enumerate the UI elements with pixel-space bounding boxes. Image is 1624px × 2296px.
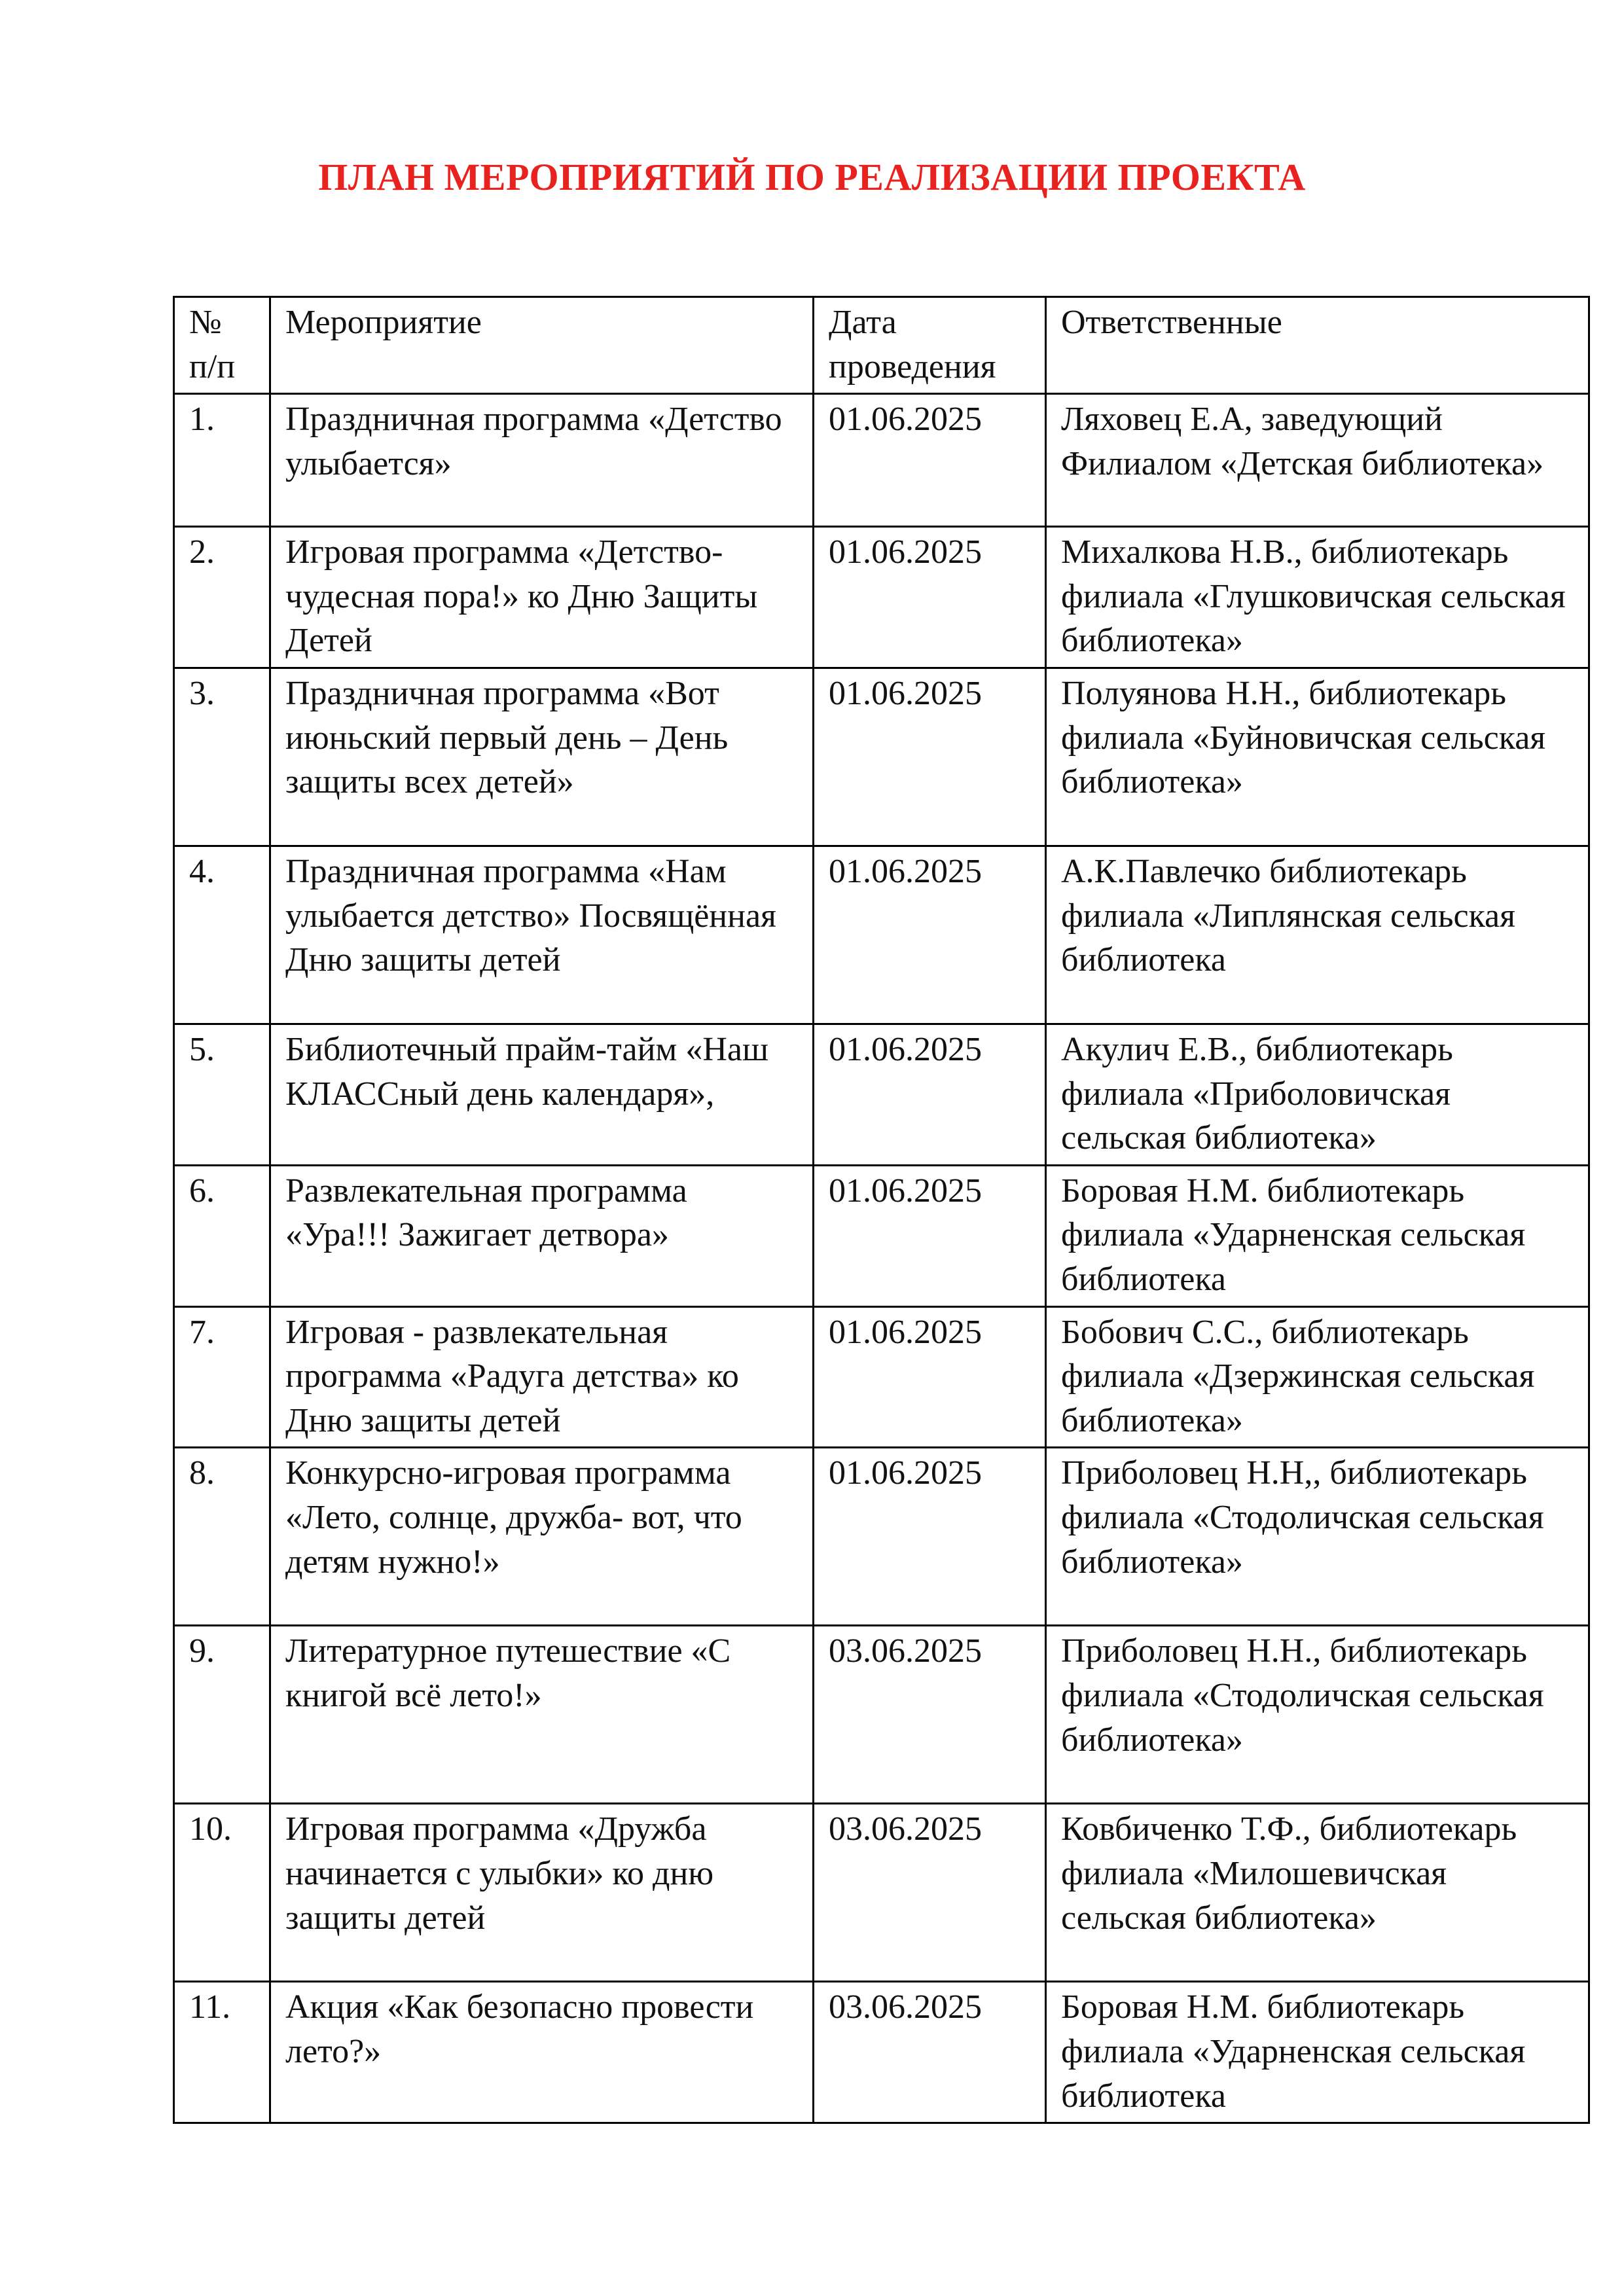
- row-date: 03.06.2025: [814, 1982, 1046, 2123]
- row-date: 01.06.2025: [814, 1448, 1046, 1626]
- row-event: Праздничная программа «Детство улыбается»: [270, 394, 814, 527]
- row-num: 7.: [174, 1306, 270, 1448]
- row-date: 01.06.2025: [814, 1165, 1046, 1306]
- row-date: 01.06.2025: [814, 846, 1046, 1024]
- table-row: [174, 1982, 1589, 2123]
- row-responsible: Михалкова Н.В., библиотекарь филиала «Глушковичская сельская библиотека»: [1046, 527, 1589, 668]
- row-num: 8.: [174, 1448, 270, 1626]
- header-date: Дата проведения: [814, 297, 1046, 394]
- row-responsible: А.К.Павлечко библиотекарь филиала «Липлянская сельская библиотека: [1046, 846, 1589, 1024]
- row-date: 01.06.2025: [814, 1024, 1046, 1165]
- row-responsible: Приболовец Н.Н., библиотекарь филиала «Стодоличская сельская библиотека»: [1046, 1626, 1589, 1804]
- table-header-row: [174, 297, 1589, 394]
- header-event: Мероприятие: [270, 297, 814, 394]
- table-row: [174, 846, 1589, 1024]
- row-responsible: Боровая Н.М. библиотекарь филиала «Ударненская сельская библиотека: [1046, 1982, 1589, 2123]
- row-event: Конкурсно-игровая программа «Лето, солнце, дружба- вот, что детям нужно!»: [270, 1448, 814, 1626]
- row-num: 11.: [174, 1982, 270, 2123]
- row-num: 4.: [174, 846, 270, 1024]
- row-event: Акция «Как безопасно провести лето?»: [270, 1982, 814, 2123]
- row-event: Праздничная программа «Вот июньский первый день – День защиты всех детей»: [270, 668, 814, 846]
- row-date: 01.06.2025: [814, 527, 1046, 668]
- table-row: [174, 394, 1589, 527]
- events-table: [173, 296, 1590, 2124]
- row-event: Развлекательная программа «Ура!!! Зажигает детвора»: [270, 1165, 814, 1306]
- row-date: 03.06.2025: [814, 1626, 1046, 1804]
- row-responsible: Ковбиченко Т.Ф., библиотекарь филиала «Милошевичская сельская библиотека»: [1046, 1804, 1589, 1982]
- row-date: 03.06.2025: [814, 1804, 1046, 1982]
- row-responsible: Бобович С.С., библиотекарь филиала «Дзержинская сельская библиотека»: [1046, 1306, 1589, 1448]
- table-row: [174, 1165, 1589, 1306]
- row-num: 2.: [174, 527, 270, 668]
- row-num: 10.: [174, 1804, 270, 1982]
- row-num: 9.: [174, 1626, 270, 1804]
- table-row: [174, 527, 1589, 668]
- row-event: Литературное путешествие «С книгой всё лето!»: [270, 1626, 814, 1804]
- table-row: [174, 1024, 1589, 1165]
- table-row: [174, 1448, 1589, 1626]
- table-row: [174, 1306, 1589, 1448]
- row-num: 5.: [174, 1024, 270, 1165]
- row-num: 6.: [174, 1165, 270, 1306]
- page-title: ПЛАН МЕРОПРИЯТИЙ ПО РЕАЛИЗАЦИИ ПРОЕКТА: [318, 156, 1306, 198]
- table-row: [174, 668, 1589, 846]
- row-event: Праздничная программа «Нам улыбается детство» Посвящённая Дню защиты детей: [270, 846, 814, 1024]
- header-responsible: Ответственные: [1046, 297, 1589, 394]
- row-num: 1.: [174, 394, 270, 527]
- header-num: № п/п: [174, 297, 270, 394]
- table-row: [174, 1804, 1589, 1982]
- row-event: Игровая - развлекательная программа «Радуга детства» ко Дню защиты детей: [270, 1306, 814, 1448]
- row-responsible: Акулич Е.В., библиотекарь филиала «Приболовичская сельская библиотека»: [1046, 1024, 1589, 1165]
- row-responsible: Боровая Н.М. библиотекарь филиала «Ударненская сельская библиотека: [1046, 1165, 1589, 1306]
- row-event: Игровая программа «Дружба начинается с улыбки» ко дню защиты детей: [270, 1804, 814, 1982]
- row-responsible: Ляховец Е.А, заведующий Филиалом «Детская библиотека»: [1046, 394, 1589, 527]
- row-responsible: Полуянова Н.Н., библиотекарь филиала «Буйновичская сельская библиотека»: [1046, 668, 1589, 846]
- row-event: Библиотечный прайм-тайм «Наш КЛАССный день календаря»,: [270, 1024, 814, 1165]
- row-date: 01.06.2025: [814, 394, 1046, 527]
- row-responsible: Приболовец Н.Н,, библиотекарь филиала «Стодоличская сельская библиотека»: [1046, 1448, 1589, 1626]
- row-num: 3.: [174, 668, 270, 846]
- row-event: Игровая программа «Детство-чудесная пора!» ко Дню Защиты Детей: [270, 527, 814, 668]
- row-date: 01.06.2025: [814, 1306, 1046, 1448]
- row-date: 01.06.2025: [814, 668, 1046, 846]
- table-row: [174, 1626, 1589, 1804]
